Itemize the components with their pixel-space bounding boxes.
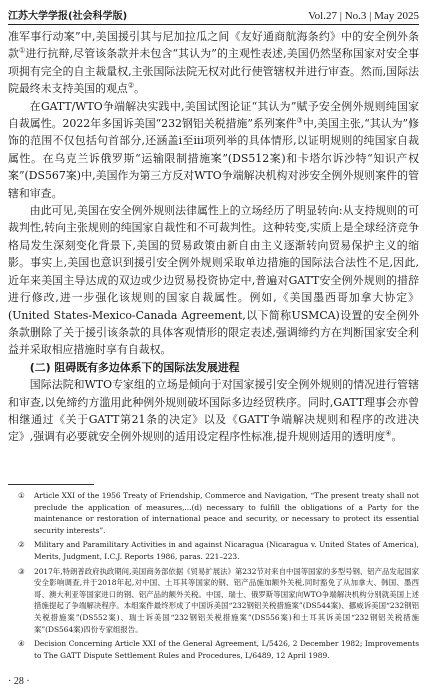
footnote bbox=[8, 539, 419, 562]
footnote-ref[interactable]: ① bbox=[19, 46, 26, 55]
footnote-mark: ① bbox=[18, 491, 25, 500]
body-text bbox=[8, 28, 419, 446]
footnote-mark: ④ bbox=[18, 639, 25, 649]
page-number: · 28 · bbox=[8, 676, 30, 687]
paragraph: 国际法院和WTO专家组的立场是倾向于对国家援引安全例外规则的情况进行管辖和审查,以免缔约方滥用此种例外规则破坏国际多边经贸秩序。同时,GATT理事会亦曾相继通过《关于GATT第21条的决定》以及《GATT争端解决规则和程序的改进决定》,强调有必要就安全例外规则的适用设定程序性标准,提升规则适用的透明度④。 bbox=[8, 378, 419, 444]
footnote-text: 2017年,特朗普政府执政期间,美国商务部依据《贸易扩展法》第232节对来自中国等国家的多型号钢、铝产品发起国家安全影响调查,并于2018年起,对中国、土耳其等国家的钢、铝产品施加额外关税,同时豁免了从加拿大、韩国、墨西哥、澳大利亚等国家进口的钢、铝产品的额外关税。中国、瑞士、俄罗斯等国家向WTO争端解决机构分别就美国上述措施提起了争端解决程序。本组案件最终形成了中国诉美国“232钢铝关税措施案”(DS544案)、挪威诉美国“232钢铝关税措施案”(DS552案)、瑞士诉美国“232钢铝关税措施案”(DS556案)和土耳其诉美国“232钢铝关税措施案”(DS564案)四份专家组报告。 bbox=[34, 566, 419, 634]
footnote-ref[interactable]: ② bbox=[127, 81, 135, 90]
footnote bbox=[8, 490, 419, 536]
footnote-mark: ② bbox=[18, 540, 25, 550]
journal-title: 江苏大学学报(社会科学版) bbox=[8, 11, 128, 22]
footnote-text: Military and Paramilitary Activities in and against Nicaragua (Nicaragua v. United States of America), Merits, Judgment, I.C.J. Reports 1986, paras. 221–223. bbox=[34, 540, 419, 561]
footnote-text: Article XXI of the 1956 Treaty of Friendship, Commerce and Navigation, “The present treaty shall not preclude the application of measures,...(d) necessary to fulfill the obligations of a Party for the maintenance or restoration of international peace and security, or necessary to protect its essential security interests”. bbox=[34, 491, 419, 535]
section-heading: (二) 阻碍既有多边体系下的国际法发展进程 bbox=[29, 360, 240, 374]
footnote-text: Decision Concerning Article XXI of the General Agreement, L/5426, 2 December 1982; Improvements to The GATT Dispute Settlement Rules and Procedures, L/6489, 12 April 1989. bbox=[34, 639, 419, 660]
footnote-ref[interactable]: ③ bbox=[296, 116, 303, 125]
footnote-mark: ③ bbox=[18, 566, 25, 576]
paragraph: 由此可见,美国在安全例外规则法律属性上的立场经历了明显转向:从支持规则的可裁判性,转向主张规则的纯国家自裁性和不可裁判性。这种转变,实质上是全球经济竞争格局发生深刻变化背景下,美国的贸易政策由新自由主义逐渐转向贸易保护主义的缩影。事实上,美国也意识到援引安全例外规则采取单边措施的国际法合法性不足,因此,近年来美国主导达成的双边或少边贸易投资协定中,普遍对GATT安全例外规则的措辞进行修改,进一步强化该规则的国家自裁属性。例如,《美国墨西哥加拿大协定》(United States-Mexico-Canada Agreement,以下简称USMCA)设置的安全例外条款删除了关于援引该条款的具体客观情形的限定表述,强调缔约方在判断国家安全利益并采取相应措施时享有自裁权。 bbox=[8, 204, 419, 357]
paragraph: 在GATT/WTO争端解决实践中,美国试图论证“其认为”赋予安全例外规则纯国家自裁属性。2022年多国诉美国“232钢铝关税措施”系列案件③中,美国主张,“其认为”修饰的范围不仅包括句首部分,还涵盖ⅰ至ⅲ项列举的具体情形,以证明规则的纯国家自裁属性。在乌克兰诉俄罗斯“运输限制措施案”(DS512案)和卡塔尔诉沙特“知识产权案”(DS567案)中,美国作为第三方反对WTO争端解决机构对涉安全例外规则案件的管辖和审查。 bbox=[8, 99, 420, 200]
running-header bbox=[8, 4, 419, 25]
footnote-divider bbox=[8, 484, 94, 485]
footnote-ref[interactable]: ④ bbox=[385, 429, 392, 438]
issue-info: Vol.27 | No.3 | May 2025 bbox=[308, 10, 419, 22]
footnote bbox=[8, 566, 419, 636]
footnotes bbox=[8, 490, 419, 664]
footnote bbox=[8, 638, 419, 661]
paragraph: 准军事行动案”中,美国援引其与尼加拉瓜之间《友好通商航海条约》中的安全例外条款①进行抗辩,尽管该条款并未包含“其认为”的主观性表述,美国仍然坚称国家对安全事项拥有完全的自主裁量权,主张国际法院无权对此行使管辖权并进行审查。然而,国际法院最终未支持美国的观点②。 bbox=[8, 30, 419, 96]
